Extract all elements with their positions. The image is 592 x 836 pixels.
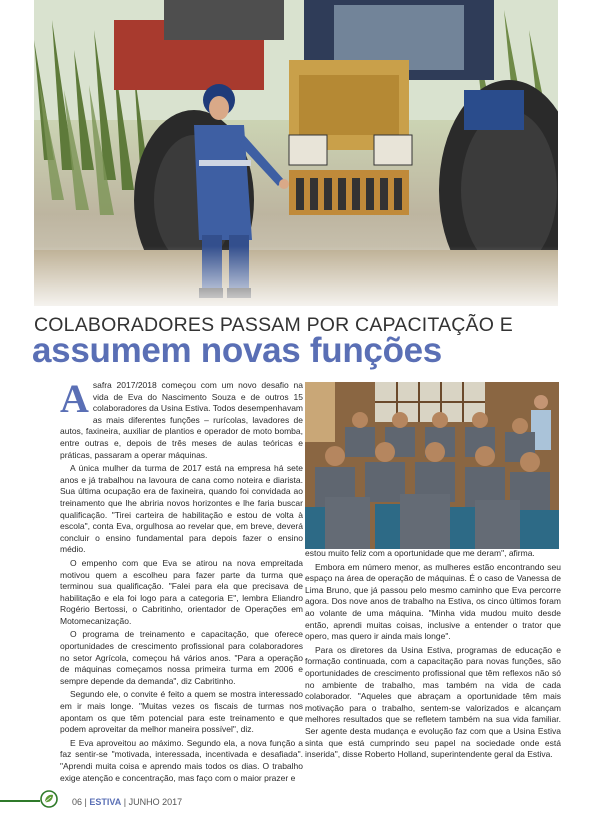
page-number: 06 bbox=[72, 797, 83, 807]
footer-rule bbox=[0, 800, 40, 802]
article-paragraph: estou muito feliz com a oportunidade que me deram", afirma. bbox=[305, 548, 535, 558]
article-paragraph: Embora em número menor, as mulheres estão encontrando seu espaço na área de operação de máquinas. É o caso de Vanessa de Lima Bruno, que já passou pelo mesmo caminho que Eva percorre agora. Dos nove anos de trabalho na Estiva, os cinco últimos foram ao volante de uma máquina. "Minha vida mudou muito desde então, aprendi muitas coisas, inclusive a entender o trator que opero, mas quero ir ainda mais longe". bbox=[305, 561, 561, 642]
hero-photo bbox=[34, 0, 558, 306]
leaf-circle-logo-icon bbox=[40, 790, 58, 808]
article-paragraph: A safra 2017/2018 começou com um novo desafio na vida de Eva do Nascimento Souza e de outros 15 colaboradores da Usina Estiva. Todos desempenhavam as mais diferentes funções – rurícolas, lavadores de autos, faxineira, auxiliar de plantios e operador de moto bomba, entre outras e, depois de três meses de aulas teóricas e práticas, passaram a operar máquinas. bbox=[60, 376, 303, 460]
article-paragraph: Segundo ele, o convite é feito a quem se mostra interessado em ir mais longe. "Muitas vezes os fiscais de turmas nos apontam os que têm potencial para este treinamento e que podem aproveitar da melhor maneira possível", diz. bbox=[60, 689, 303, 735]
article-paragraph: Para os diretores da Usina Estiva, programas de educação e formação continuada, com a capacitação para novas funções, são oportunidades de crescimento profissional que têm reflexos não só no ambiente de trabalho, mas também na vida de cada colaborador. "Aqueles que abraçam a oportunidade têm mais motivação para o trabalho, sentem-se valorizados e alcançam melhores resultados que se refletem também na sua vida familiar. Ser agente desta mudança e evolução faz com que a Usina Estiva sinta que está cumprindo seu papel na sociedade onde está inserida", disse Roberto Holland, superintendente geral da Estiva. bbox=[305, 644, 561, 760]
article-headline: assumem novas funções bbox=[32, 331, 442, 370]
article-column-left bbox=[60, 376, 303, 786]
article-column-right bbox=[305, 548, 561, 763]
issue-date: JUNHO 2017 bbox=[128, 797, 183, 807]
article-paragraph: A única mulher da turma de 2017 está na empresa há sete anos e já trabalhou na lavoura de cana como noteira e diarista. Sua última ocupação era de faxineira, quando foi convidada ao treinamento que lhe abriria novos horizontes e lhe faria buscar qualificação. "Tirei carteira de habilitação e estou de volta à escola", conta Eva, orgulhosa ao revelar que, em breve, deverá concluir o ensino fundamental para depois fazer o ensino médio. bbox=[60, 463, 303, 555]
footer-folio: 06 | ESTIVA | JUNHO 2017 bbox=[72, 797, 183, 807]
article-paragraph: E Eva aproveitou ao máximo. Segundo ela, a nova função a faz sentir-se "motivada, interessada, incentivada e desafiada". "Aprendi muita coisa e aprendo mais todos os dias. O trabalho exige atenção e concentração, mas faço com o maior prazer e bbox=[60, 737, 303, 783]
article-paragraph: O programa de treinamento e capacitação, que oferece oportunidades de crescimento profissional para colaboradores no setor Agrícola, começou há vários anos. "Para a operação de máquinas começamos nossa primeira turma em 2006 e sempre depende da demanda", diz Cabritinho. bbox=[60, 629, 303, 686]
drop-cap: A bbox=[60, 376, 89, 421]
footer-brand: ESTIVA bbox=[89, 797, 122, 807]
article-paragraph: O empenho com que Eva se atirou na nova empreitada motivou quem a escolheu para fazer parte da turma que terminou sua qualificação. "Falei para ela que precisava de habilitação e ela foi logo para a categoria E", lembra Eliandro Rogério Bertossi, o Cabritinho, orientador de Operações em Motomecanização. bbox=[60, 557, 303, 626]
hero-photo-fade bbox=[34, 246, 558, 306]
classroom-photo bbox=[305, 382, 559, 549]
article-kicker: COLABORADORES PASSAM POR CAPACITAÇÃO E bbox=[34, 314, 513, 336]
